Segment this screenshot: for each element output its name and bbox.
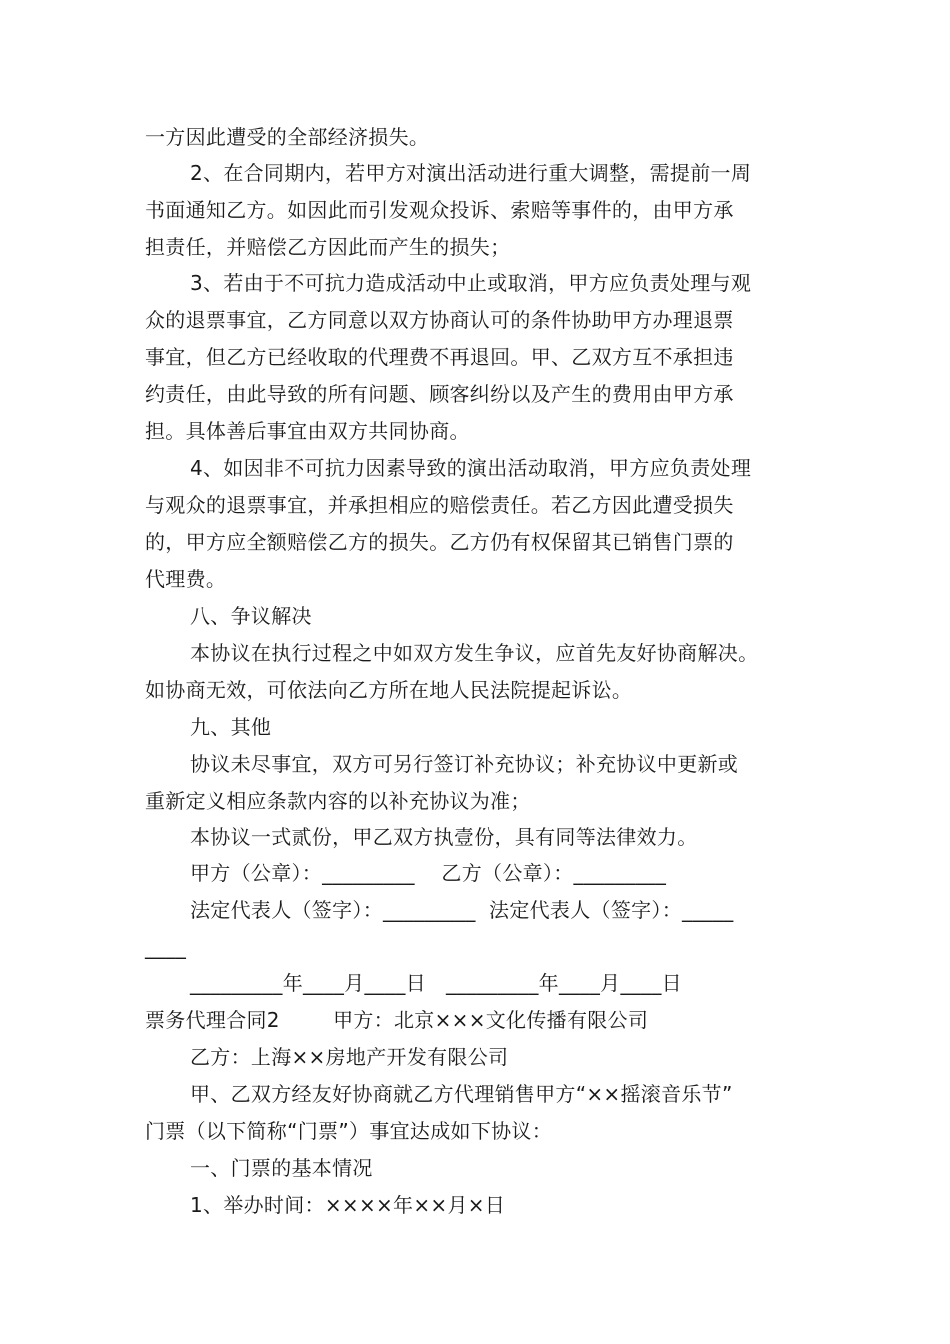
text-line: 代理费。 (145, 567, 227, 591)
text-line: 书面通知乙方。如因此而引发观众投诉、索赔等事件的，由甲方承 (145, 198, 734, 222)
text-line: 1、举办时间：××××年××月×日 (190, 1193, 506, 1217)
text-line: 担。具体善后事宜由双方共同协商。 (145, 419, 470, 443)
text-line: 事宜，但乙方已经收取的代理费不再退回。甲、乙双方互不承担违 (145, 345, 734, 369)
text-line: 担责任，并赔偿乙方因此而产生的损失； (145, 235, 511, 259)
text-line: 门票（以下简称“门票”）事宜达成如下协议： (145, 1119, 553, 1143)
text-line: 3、若由于不可抗力造成活动中止或取消，甲方应负责处理与观 (190, 271, 752, 295)
text-line: 本协议一式贰份，甲乙双方执壹份，具有同等法律效力。 (190, 825, 698, 849)
section-heading: 一、门票的基本情况 (190, 1156, 373, 1180)
date-line: _________年____月____日 _________年____月____日 (190, 971, 682, 995)
text-line: 如协商无效，可依法向乙方所在地人民法院提起诉讼。 (145, 678, 633, 702)
contract-title-line: 票务代理合同2 甲方：北京×××文化传播有限公司 (145, 1008, 649, 1032)
text-line: 4、如因非不可抗力因素导致的演出活动取消，甲方应负责处理 (190, 456, 752, 480)
signature-line: ____ (145, 935, 187, 959)
text-line: 甲、乙双方经友好协商就乙方代理销售甲方“××摇滚音乐节” (190, 1082, 733, 1106)
text-line: 众的退票事宜，乙方同意以双方协商认可的条件协助甲方办理退票 (145, 308, 734, 332)
text-line: 2、在合同期内，若甲方对演出活动进行重大调整，需提前一周 (190, 161, 752, 185)
section-heading: 八、争议解决 (190, 604, 312, 628)
text-line: 乙方：上海××房地产开发有限公司 (190, 1045, 509, 1069)
text-line: 本协议在执行过程之中如双方发生争议，应首先友好协商解决。 (190, 641, 759, 665)
text-line: 与观众的退票事宜，并承担相应的赔偿责任。若乙方因此遭受损失 (145, 493, 734, 517)
text-line: 协议未尽事宜，双方可另行签订补充协议；补充协议中更新或 (190, 752, 739, 776)
section-heading: 九、其他 (190, 715, 272, 739)
signature-line: 法定代表人（签字）：_________ 法定代表人（签字）：_____ (190, 898, 734, 922)
text-line: 约责任，由此导致的所有问题、顾客纠纷以及产生的费用由甲方承 (145, 382, 734, 406)
text-line: 一方因此遭受的全部经济损失。 (145, 125, 430, 149)
text-line: 的，甲方应全额赔偿乙方的损失。乙方仍有权保留其已销售门票的 (145, 530, 734, 554)
text-line: 重新定义相应条款内容的以补充协议为准； (145, 789, 531, 813)
signature-line: 甲方（公章）：_________ 乙方（公章）：_________ (190, 861, 667, 885)
